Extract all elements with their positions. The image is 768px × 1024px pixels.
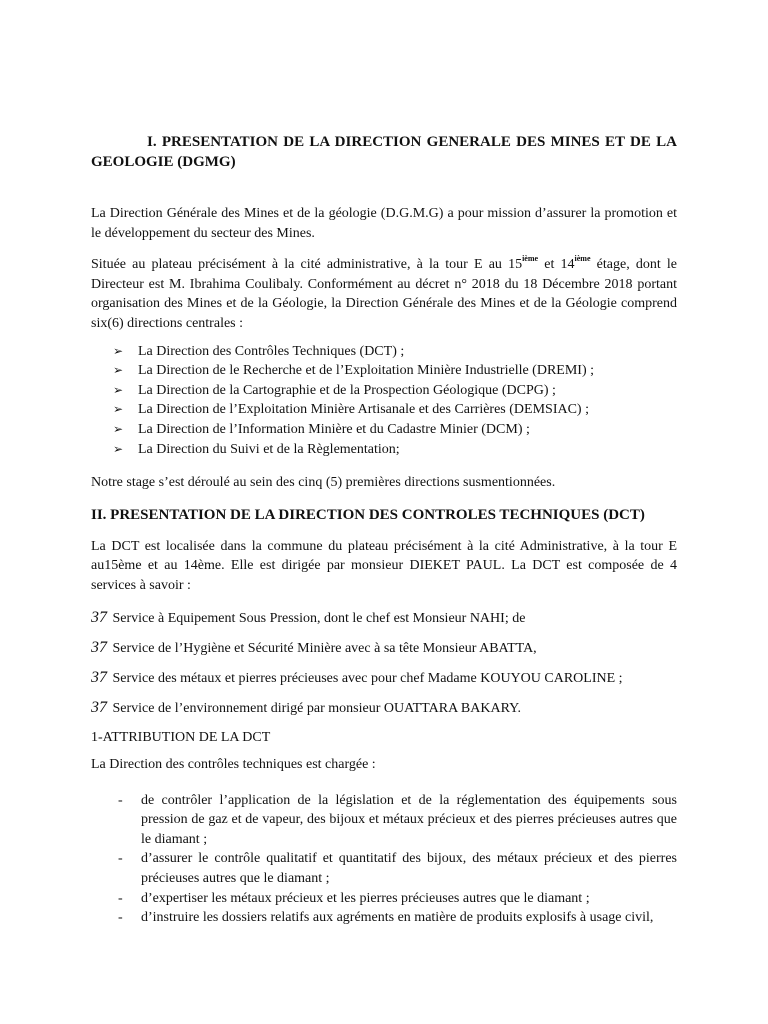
service-text: Service de l’environnement dirigé par monsieur OUATTARA BAKARY.: [112, 700, 521, 716]
service-number: 37: [91, 698, 107, 716]
arrow-bullet-icon: ➢: [113, 382, 124, 397]
service-item: [91, 698, 677, 719]
service-number: 37: [91, 668, 107, 686]
list-item: [113, 381, 677, 401]
duty-text: d’expertiser les métaux précieux et les pierres précieuses autres que le diamant ;: [141, 890, 590, 906]
dash-bullet-icon: -: [118, 792, 123, 808]
section-heading-2: II. PRESENTATION DE LA DIRECTION DES CONTROLES TECHNIQUES (DCT): [91, 506, 645, 523]
list-item: [118, 791, 677, 850]
list-item: [118, 849, 677, 888]
service-text: Service de l’Hygiène et Sécurité Minière avec à sa tête Monsieur ABATTA,: [112, 640, 537, 656]
paragraph-mission: La Direction Générale des Mines et de la géologie (D.G.M.G) a pour mission d’assurer la promotion et le développement du secteur des Mines.: [91, 206, 677, 241]
charge-intro: La Direction des contrôles techniques est chargée :: [91, 757, 376, 773]
duty-text: de contrôler l’application de la législation et de la réglementation des équipements sous pression de gaz et de vapeur, des bijoux et métaux précieux et des pierres précieuses autres que le diamant ;: [141, 792, 677, 847]
direction-label: La Direction de l’Exploitation Minière Artisanale et des Carrières (DEMSIAC) ;: [138, 402, 589, 418]
dash-bullet-icon: -: [118, 890, 123, 906]
document-content: [91, 132, 677, 928]
location-text-c: étage, dont le Directeur est M. Ibrahima Coulibaly. Conformément au décret n° 2018 du 18 Décembre 2018 portant organisation des Mines et de la Géologie, la Direction Générale des Mines et de la Géologie comprend six(6) directions centrales :: [91, 257, 677, 331]
direction-label: La Direction de la Cartographie et de la Prospection Géologique (DCPG) ;: [138, 382, 556, 398]
paragraph-location: [91, 255, 677, 333]
direction-label: La Direction de l’Information Minière et du Cadastre Minier (DCM) ;: [138, 421, 530, 437]
dash-bullet-icon: -: [118, 910, 123, 926]
service-item: [91, 668, 677, 689]
duty-text: d’instruire les dossiers relatifs aux agréments en matière de produits explosifs à usage civil,: [141, 910, 654, 926]
section-heading-1: I. PRESENTATION DE LA DIRECTION GENERALE DES MINES ET DE LA GEOLOGIE (DGMG): [91, 134, 677, 170]
service-text: Service des métaux et pierres précieuses avec pour chef Madame KOUYOU CAROLINE ;: [112, 670, 623, 686]
list-item: [118, 889, 677, 909]
duties-list: [91, 791, 677, 928]
location-text-b: et 14: [538, 257, 575, 273]
arrow-bullet-icon: ➢: [113, 363, 124, 378]
direction-label: La Direction des Contrôles Techniques (DCT) ;: [138, 343, 405, 359]
list-item: [113, 400, 677, 420]
list-item: [118, 908, 677, 928]
attribution-title: 1-ATTRIBUTION DE LA DCT: [91, 729, 271, 745]
directions-list: [91, 342, 677, 460]
location-text-a: Située au plateau précisément à la cité administrative, à la tour E au 15: [91, 257, 523, 273]
service-item: [91, 638, 677, 659]
paragraph-internship: Notre stage s’est déroulé au sein des cinq (5) premières directions susmentionnées.: [91, 475, 556, 491]
arrow-bullet-icon: ➢: [113, 441, 124, 456]
service-number: 37: [91, 608, 107, 626]
arrow-bullet-icon: ➢: [113, 402, 124, 417]
list-item: [113, 420, 677, 440]
direction-label: La Direction du Suivi et de la Règlementation;: [138, 441, 400, 457]
direction-label: La Direction de le Recherche et de l’Exploitation Minière Industrielle (DREMI) ;: [138, 363, 595, 379]
superscript-ieme-1: ième: [522, 254, 539, 264]
service-number: 37: [91, 638, 107, 656]
service-text: Service à Equipement Sous Pression, dont le chef est Monsieur NAHI; de: [112, 610, 526, 626]
superscript-ieme-2: ième: [574, 254, 591, 264]
arrow-bullet-icon: ➢: [113, 421, 124, 436]
paragraph-dct-location: La DCT est localisée dans la commune du plateau précisément à la cité Administrative, à la tour E au15ème et au 14ème. Elle est dirigée par monsieur DIEKET PAUL. La DCT est composée de 4 services à savoir :: [91, 538, 677, 593]
list-item: [113, 361, 677, 381]
service-item: [91, 608, 677, 629]
arrow-bullet-icon: ➢: [113, 343, 124, 358]
list-item: [113, 440, 677, 460]
list-item: [113, 342, 677, 362]
dash-bullet-icon: -: [118, 851, 123, 867]
duty-text: d’assurer le contrôle qualitatif et quantitatif des bijoux, des métaux précieux et des pierres précieuses autres que le diamant ;: [141, 851, 677, 887]
